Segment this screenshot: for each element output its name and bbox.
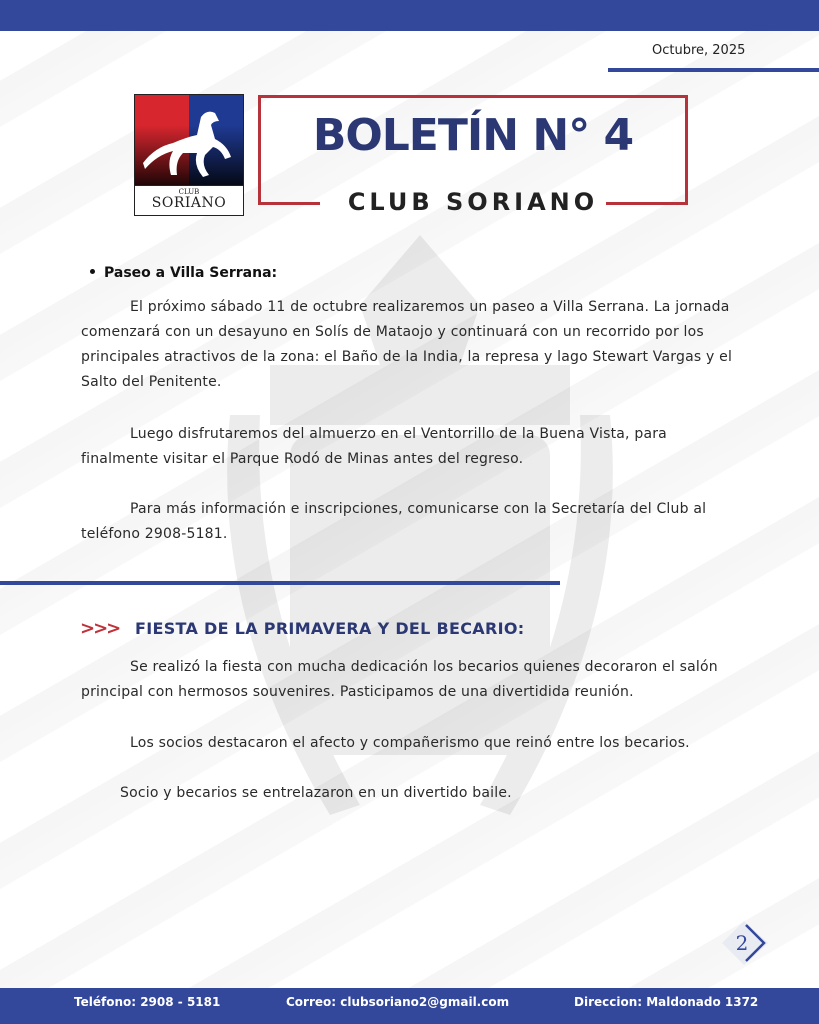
section1-paragraph-3: Para más información e inscripciones, comunicarse con la Secretaría del Club al teléfono 2908-5181. — [81, 501, 707, 542]
section2-paragraph-2: Los socios destacaron el afecto y compañerismo que reinó entre los becarios. — [130, 735, 690, 751]
bulletin-subtitle: CLUB SORIANO — [347, 188, 599, 216]
logo-club-text: CLUB — [178, 188, 200, 196]
page-number-badge — [722, 919, 770, 967]
footer-email: Correo: clubsoriano2@gmail.com — [286, 995, 510, 1009]
horse-icon — [135, 95, 243, 185]
section1-paragraph-2: Luego disfrutaremos del almuerzo en el Ventorrillo de la Buena Vista, para finalmente visitar el Parque Rodó de Minas antes del regreso. — [81, 426, 667, 467]
section1-title — [90, 265, 277, 281]
club-logo — [134, 94, 244, 216]
page-number: 2 — [735, 931, 749, 955]
arrows-icon: >>> — [80, 618, 120, 639]
section-divider — [0, 581, 560, 585]
logo-name-text: SORIANO — [151, 195, 227, 211]
footer-address: Direccion: Maldonado 1372 — [574, 995, 759, 1009]
section1-paragraph-1: El próximo sábado 11 de octubre realizaremos un paseo a Villa Serrana. La jornada comenzará con un desayuno en Solís de Mataojo y continuará con un recorrido por los principales atractivos de la zona: el Baño de la India, la represa y lago Stewart Vargas y el Salto del Penitente. — [81, 299, 733, 390]
section1-title-text: Paseo a Villa Serrana: — [104, 265, 278, 281]
section2-paragraph-1: Se realizó la fiesta con mucha dedicación los becarios quienes decoraron el salón principal con hermosos souvenires. Pasticipamos de una divertidida reunión. — [81, 659, 718, 700]
section2-title: FIESTA DE LA PRIMAVERA Y DEL BECARIO: — [135, 619, 525, 638]
issue-date: Octubre, 2025 — [652, 43, 746, 58]
top-bar — [0, 0, 819, 31]
date-underline — [608, 68, 819, 72]
bulletin-title: BOLETÍN N° 4 — [312, 110, 634, 161]
page-number-chevron-icon — [722, 919, 770, 967]
section2-paragraph-3: Socio y becarios se entrelazaron en un divertido baile. — [120, 785, 512, 801]
logo-label — [135, 185, 243, 216]
footer-phone: Teléfono: 2908 - 5181 — [74, 995, 221, 1009]
bullet-icon — [90, 269, 95, 274]
